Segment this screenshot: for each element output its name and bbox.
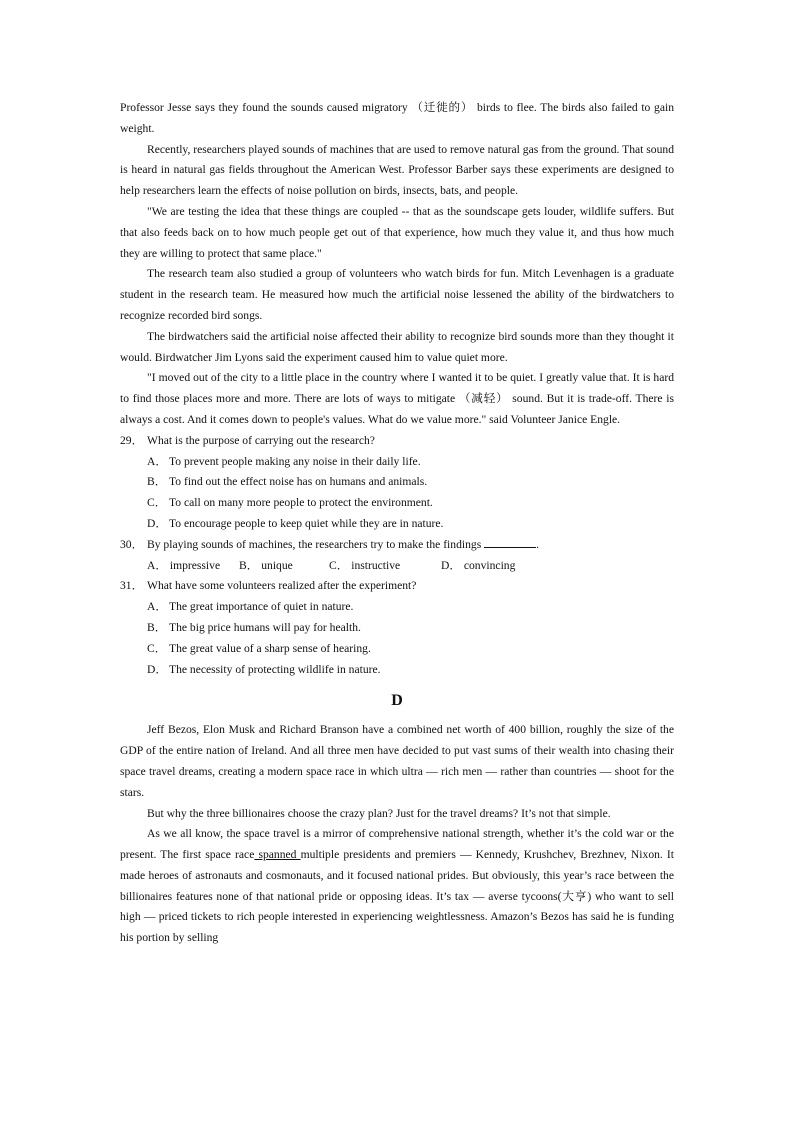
question-number: 29． xyxy=(120,433,144,447)
question-stem xyxy=(147,535,539,556)
option-text: To encourage people to keep quiet while they are in nature. xyxy=(169,516,444,530)
option-label: D． xyxy=(147,662,167,676)
question-number: 31． xyxy=(120,579,144,593)
question-stem-end: . xyxy=(536,537,540,551)
paragraph: The research team also studied a group of volunteers who watch birds for fun. Mitch Levenhagen is a graduate student in the research team. He measured how much the artificial noise lessened the ability of the birdwatchers to recognize recorded bird songs. xyxy=(120,267,674,322)
question-31 xyxy=(120,576,674,597)
question-29 xyxy=(120,431,674,452)
paragraph: Professor Jesse says they found the sounds caused migratory （迁徙的） birds to flee. The birds also failed to gain weight. xyxy=(120,101,674,135)
question-stem: What have some volunteers realized after the experiment? xyxy=(147,579,417,593)
option-text: The necessity of protecting wildlife in nature. xyxy=(169,662,381,676)
paragraph: Recently, researchers played sounds of machines that are used to remove natural gas from the ground. That sound is heard in natural gas fields throughout the American West. Professor Barber says these experiments are designed to help researchers learn the effects of noise pollution on birds, insects, bats, and people. xyxy=(120,142,674,198)
question-30 xyxy=(120,535,674,556)
option-a xyxy=(147,597,674,618)
option-b: B． unique xyxy=(239,558,293,572)
question-stem: What is the purpose of carrying out the research? xyxy=(147,433,375,447)
option-b xyxy=(147,618,674,639)
option-d: D． convincing xyxy=(441,558,516,572)
paragraph: "We are testing the idea that these things are coupled -- that as the soundscape gets louder, wildlife suffers. But that also feeds back on to how much people get out of that experience, how much they value it, and thus how much they are willing to protect that same place." xyxy=(120,204,674,260)
option-label: B． xyxy=(147,620,167,634)
option-label: A． xyxy=(147,454,167,468)
paragraph: "I moved out of the city to a little place in the country where I wanted it to be quiet. I greatly value that. It is hard to find those places more and more. There are lots of ways to mitigate （减轻） sound. But it is trade-off. There is always a cost. And it comes down to people's values. What do we value more." said Volunteer Janice Engle. xyxy=(120,371,674,426)
option-c: C． instructive xyxy=(329,558,401,572)
text-run: multiple presidents and premiers — Kennedy, Krushchev, Brezhnev, Nixon. It made heroes of astronauts and cosmonauts, and it focused national prides. But obviously, this year’s race between the billionaires features none of that national pride or opposing ideas. It’s tax — averse tycoons(大亨) who want to sell high — priced tickets to rich people interested in experiencing weightlessness. Amazon’s Bezos has said he is funding his portion by selling xyxy=(120,848,675,945)
underlined-word: spanned xyxy=(254,848,301,862)
option-label: A． xyxy=(147,600,167,614)
option-label: C． xyxy=(147,641,167,655)
option-label: D． xyxy=(147,516,167,530)
option-label: B． xyxy=(147,475,167,489)
option-a xyxy=(147,452,674,473)
document-page xyxy=(120,98,674,949)
option-text: To call on many more people to protect the environment. xyxy=(169,496,433,510)
option-c xyxy=(147,639,674,660)
option-text: To prevent people making any noise in their daily life. xyxy=(169,454,421,468)
option-a: A． impressive xyxy=(147,558,221,572)
option-label: C． xyxy=(147,496,167,510)
paragraph xyxy=(120,824,674,949)
paragraph: Jeff Bezos, Elon Musk and Richard Branson have a combined net worth of 400 billion, roughly the size of the GDP of the entire nation of Ireland. And all three men have decided to put vast sums of their wealth into chasing their space travel dreams, creating a modern space race in which ultra — rich men — rather than countries — shoot for the stars. xyxy=(120,723,674,799)
option-d xyxy=(147,514,674,535)
option-text: To find out the effect noise has on humans and animals. xyxy=(169,475,428,489)
question-number: 30． xyxy=(120,537,144,551)
paragraph: The birdwatchers said the artificial noise affected their ability to recognize bird sounds more than they thought it would. Birdwatcher Jim Lyons said the experiment caused him to value quiet more. xyxy=(120,329,674,364)
paragraph: But why the three billionaires choose the crazy plan? Just for the travel dreams? It’s not that simple. xyxy=(147,806,611,820)
option-c xyxy=(147,493,674,514)
option-b xyxy=(147,472,674,493)
option-text: The big price humans will pay for health. xyxy=(169,620,361,634)
answer-blank xyxy=(484,535,536,548)
options-row xyxy=(147,556,674,577)
text-run: As we all know, the space travel is a mirror of comprehensive national strength, whether it’s the cold war or the present. The first space race xyxy=(120,827,674,862)
option-d xyxy=(147,660,674,681)
option-text: The great importance of quiet in nature. xyxy=(169,600,354,614)
question-stem-text: By playing sounds of machines, the researchers try to make the findings xyxy=(147,537,482,551)
section-heading: D xyxy=(391,692,403,710)
option-text: The great value of a sharp sense of hearing. xyxy=(169,641,371,655)
